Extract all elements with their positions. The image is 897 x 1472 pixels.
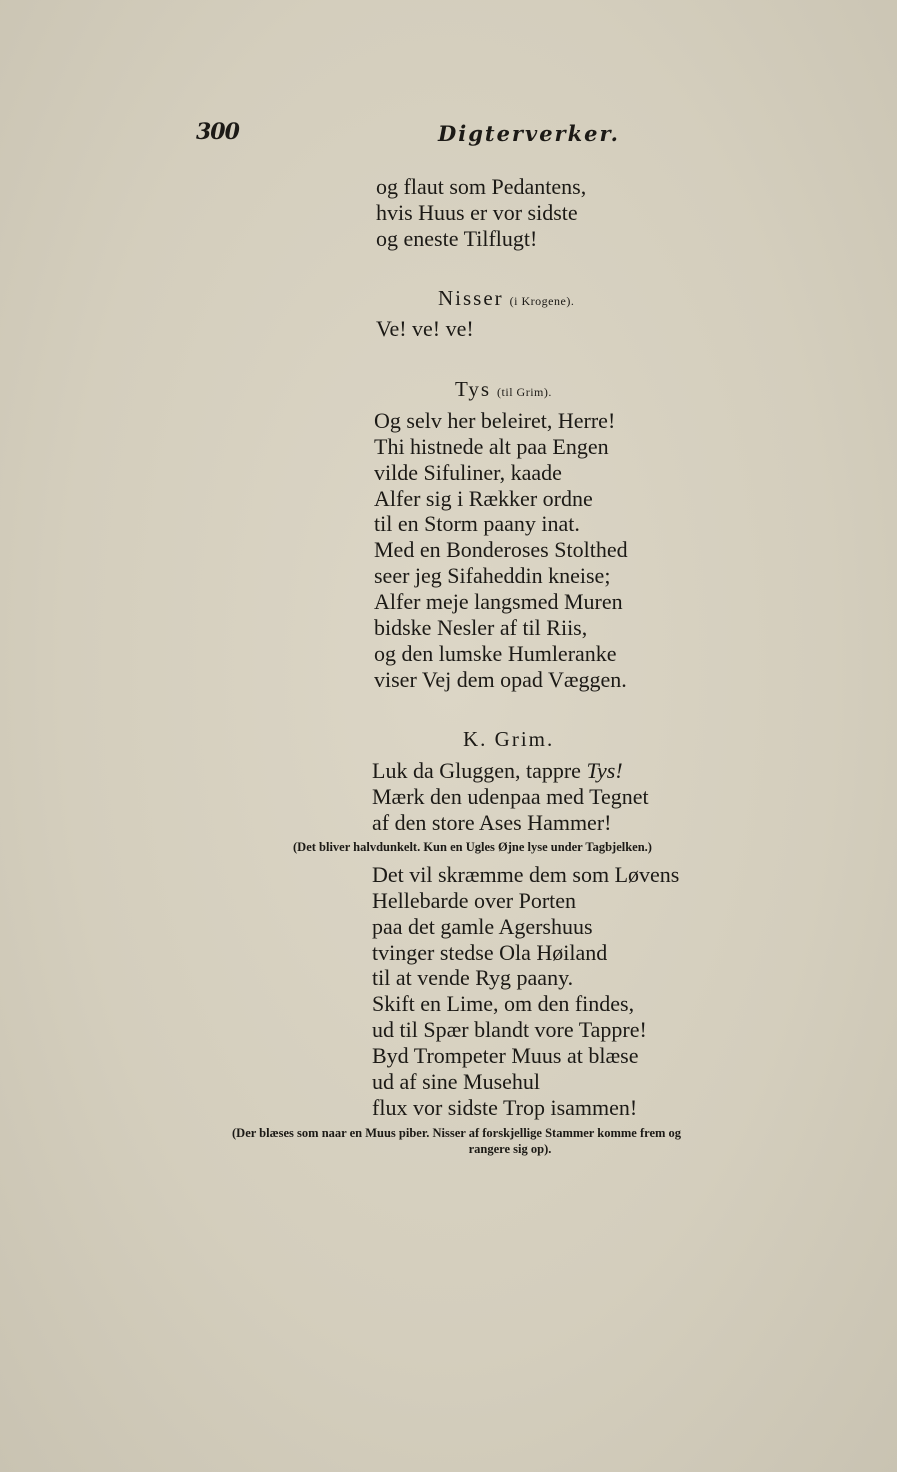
verse-line: Med en Bonderoses Stolthed [374,537,628,562]
stage-aside: (til Grim). [497,385,552,399]
verse-line: vilde Sifuliner, kaade [374,460,562,485]
verse-line: hvis Huus er vor sidste [376,200,578,225]
stage-direction: (Det bliver halvdunkelt. Kun en Ugles Øjne lyse under Tagbjelken.) [293,840,652,854]
verse-line: Luk da Gluggen, tappre Tys! [372,758,623,783]
italic-name: Tys! [586,758,623,783]
verse-line: til at vende Ryg paany. [372,965,574,990]
speaker-heading [463,729,554,750]
verse-line: flux vor sidste Trop isammen! [372,1095,638,1120]
verse-line: seer jeg Sifaheddin kneise; [374,563,611,588]
verse-line: tvinger stedse Ola Høiland [372,940,608,965]
speaker-name: Tys [455,377,492,401]
stage-direction: rangere sig op). [468,1142,552,1156]
verse-line: og flaut som Pedantens, [376,174,587,199]
stage-direction: (Der blæses som naar en Muus piber. Nisser af forskjellige Stammer komme frem og [232,1126,682,1140]
verse-line: Alfer sig i Rækker ordne [374,486,593,511]
page-number: 300 [196,119,239,145]
verse-line: bidske Nesler af til Riis, [374,615,588,640]
verse-line: paa det gamle Agershuus [372,914,593,939]
verse-line: ud til Spær blandt vore Tappre! [372,1017,647,1042]
verse-line: ud af sine Musehul [372,1069,541,1094]
verse-line: til en Storm paany inat. [374,511,580,536]
verse-line: og eneste Tilflugt! [376,226,538,251]
verse-line: Thi histnede alt paa Engen [374,434,609,459]
speaker-heading [438,288,574,309]
verse-line: af den store Ases Hammer! [372,810,612,835]
speaker-name: K. Grim. [463,727,555,751]
verse-line: Mærk den udenpaa med Tegnet [372,784,649,809]
speaker-heading [455,379,552,400]
verse-line: Byd Trompeter Muus at blæse [372,1043,639,1068]
stage-aside: (i Krogene). [509,294,575,308]
verse-line: Alfer meje langsmed Muren [374,589,623,614]
running-title: Digterverker. [438,121,620,146]
verse-line: Skift en Lime, om den findes, [372,991,635,1016]
speaker-name: Nisser [438,286,504,310]
verse-line: og den lumske Humleranke [374,641,617,666]
verse-line: Hellebarde over Porten [372,888,577,913]
verse-line: viser Vej dem opad Væggen. [374,667,627,692]
verse-line: Og selv her beleiret, Herre! [374,408,616,433]
verse-line: Ve! ve! ve! [376,316,474,341]
verse-line: Det vil skræmme dem som Løvens [372,862,680,887]
